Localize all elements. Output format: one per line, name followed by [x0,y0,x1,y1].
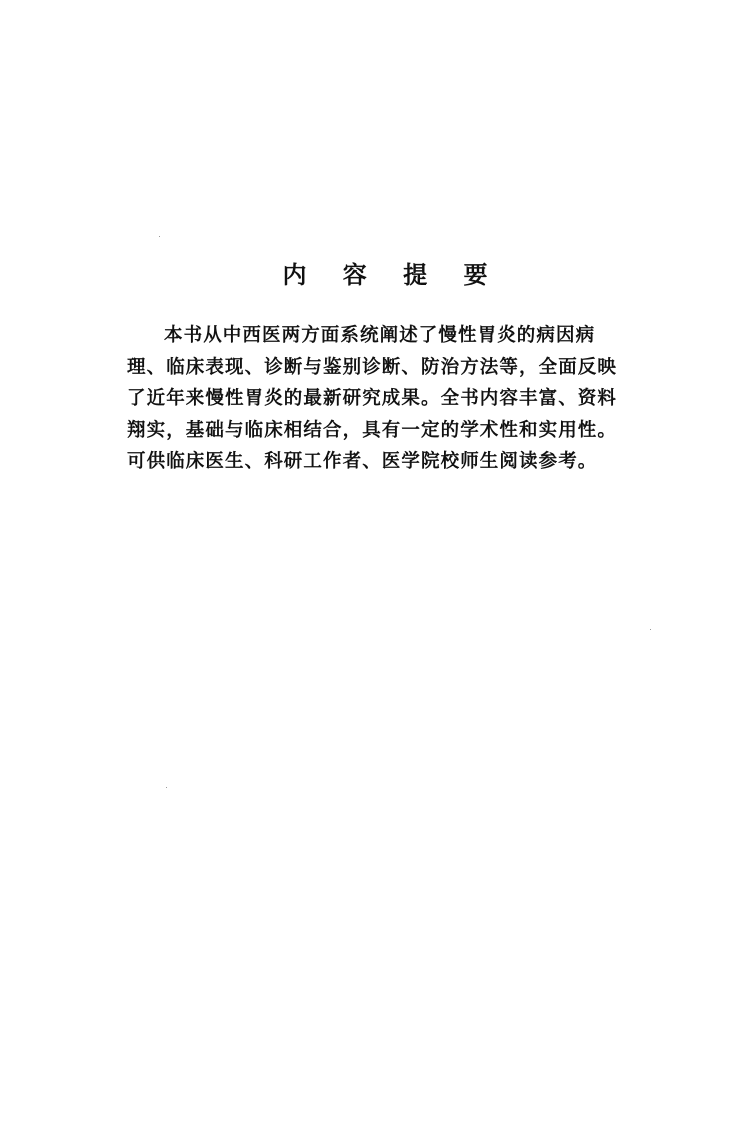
scan-speck [166,787,167,788]
scan-speck [650,629,651,630]
page-title: 内 容 提 要 [282,261,502,289]
summary-line: 本书从中西医两方面系统阐述了慢性胃炎的病因病 [164,325,596,346]
summary-line: 可供临床医生、科研工作者、医学院校师生阅读参考。 [127,451,598,472]
summary-line: 理、临床表现、诊断与鉴别诊断、防治方法等，全面反映 [127,356,618,378]
summary-line: 了近年来慢性胃炎的最新研究成果。全书内容丰富、资料 [127,388,618,409]
summary-line: 翔实，基础与临床相结合，具有一定的学术性和实用性。 [127,419,618,441]
scan-speck [159,236,160,237]
summary-paragraph [127,320,667,478]
